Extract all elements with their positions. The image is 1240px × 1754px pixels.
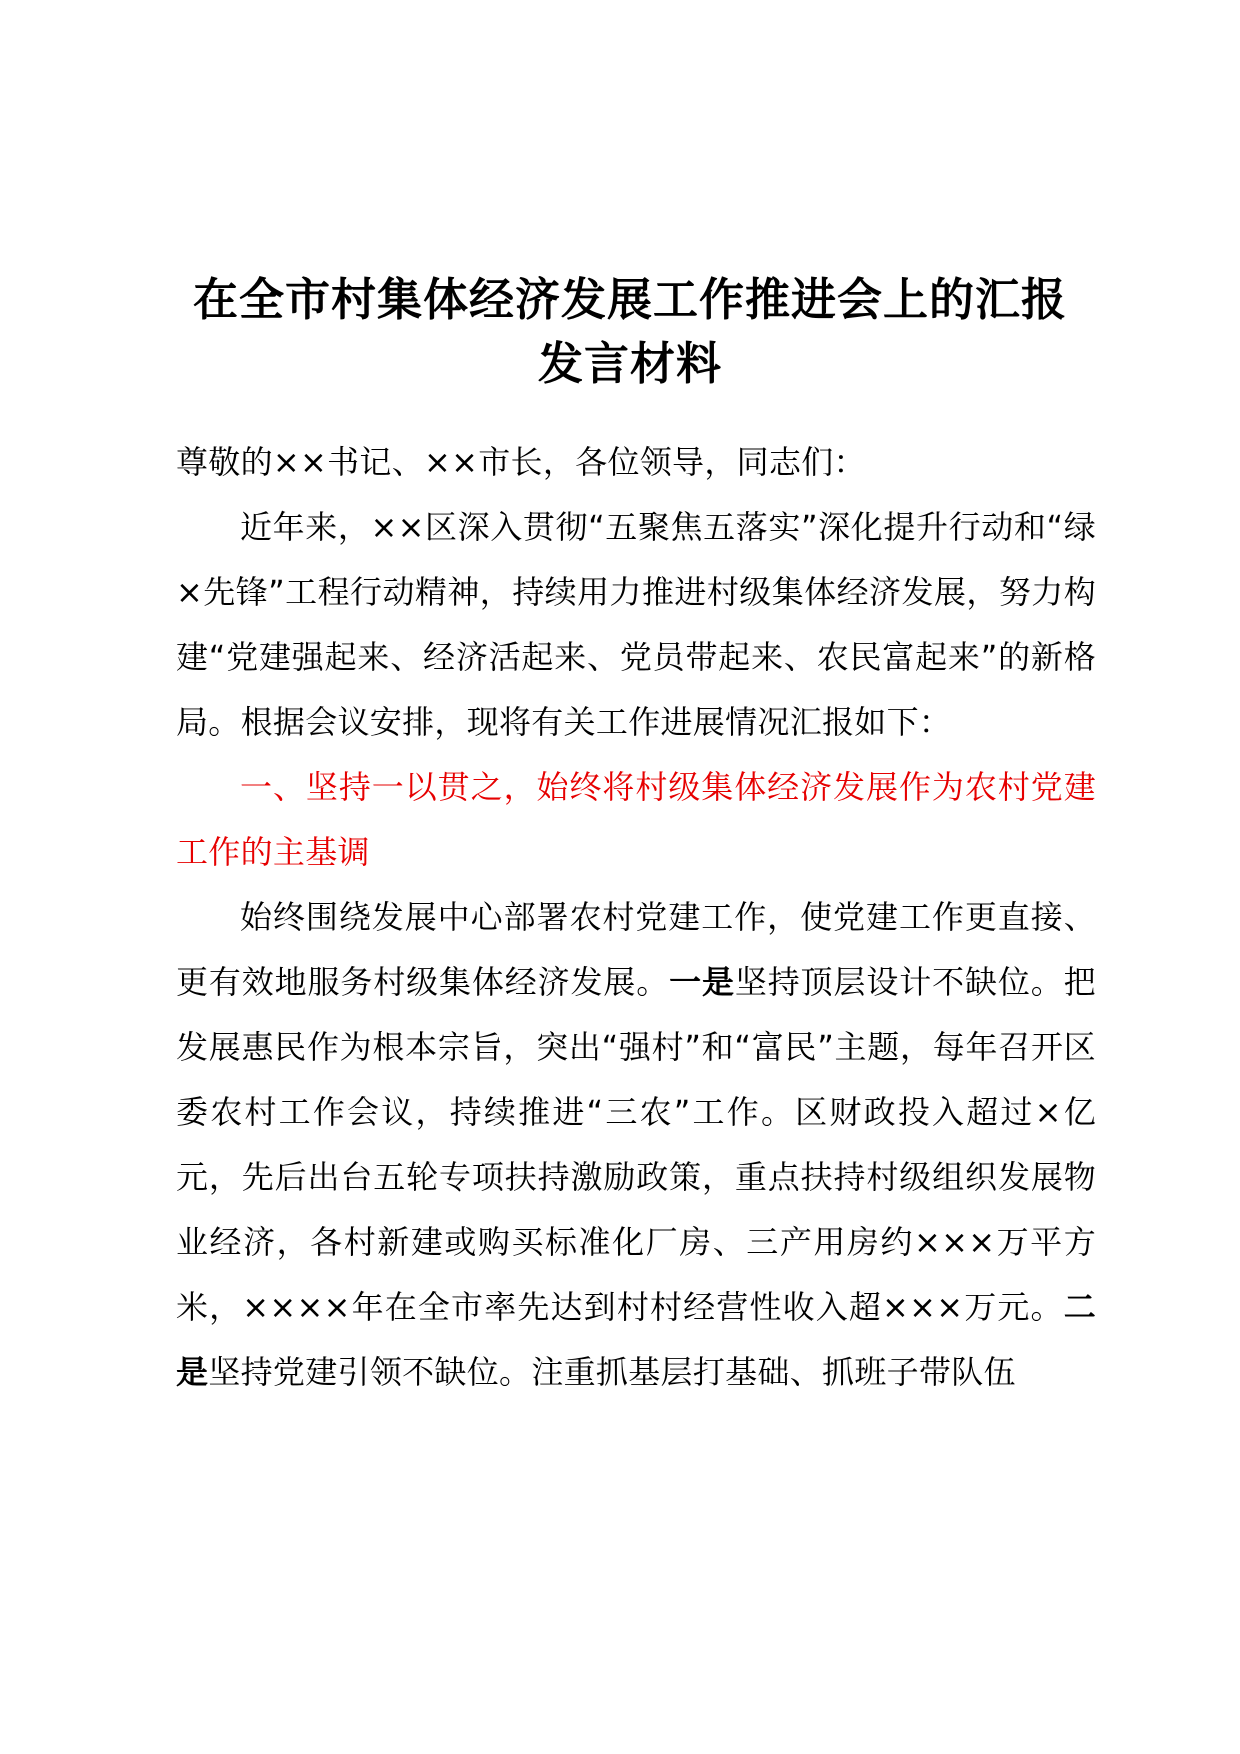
section-1-paragraph: [176, 885, 1096, 1405]
document-body: [176, 430, 1096, 1405]
document-title-line-2: 发言材料: [537, 337, 722, 390]
section-1-text-part-2: 坚持顶层设计不缺位。把发展惠民作为根本宗旨，突出“强村”和“富民”主题，每年召开区委农村工作会议，持续推进“三农”工作。区财政投入超过×亿元，先后出台五轮专项扶持激励政策，重点扶持村级组织发展物业经济，各村新建或购买标准化厂房、三产用房约×××万平方米，××××年在全市率先达到村村经营性收入超×××万元。: [176, 963, 1096, 1326]
section-1-text-part-1: 始终围绕发展中心部署农村党建工作，使党建工作更直接、更有效地服务村级集体经济发展。: [176, 898, 1096, 1001]
salutation: 尊敬的××书记、××市长，各位领导，同志们：: [176, 443, 866, 481]
document-title-line-1: 在全市村集体经济发展工作推进会上的汇报: [192, 273, 1067, 326]
section-1-text-part-3: 坚持党建引领不缺位。注重抓基层打基础、抓班子带队伍: [208, 1353, 1016, 1391]
section-1-heading: 一、坚持一以贯之，始终将村级集体经济发展作为农村党建工作的主基调: [176, 768, 1096, 871]
section-1-label-1: 一是: [669, 963, 735, 1001]
intro-paragraph: 近年来，××区深入贯彻“五聚焦五落实”深化提升行动和“绿×先锋”工程行动精神，持续用力推进村级集体经济发展，努力构建“党建强起来、经济活起来、党员带起来、农民富起来”的新格局。根据会议安排，现将有关工作进展情况汇报如下：: [176, 508, 1096, 741]
section-1-label-2: 二是: [176, 1288, 1096, 1391]
